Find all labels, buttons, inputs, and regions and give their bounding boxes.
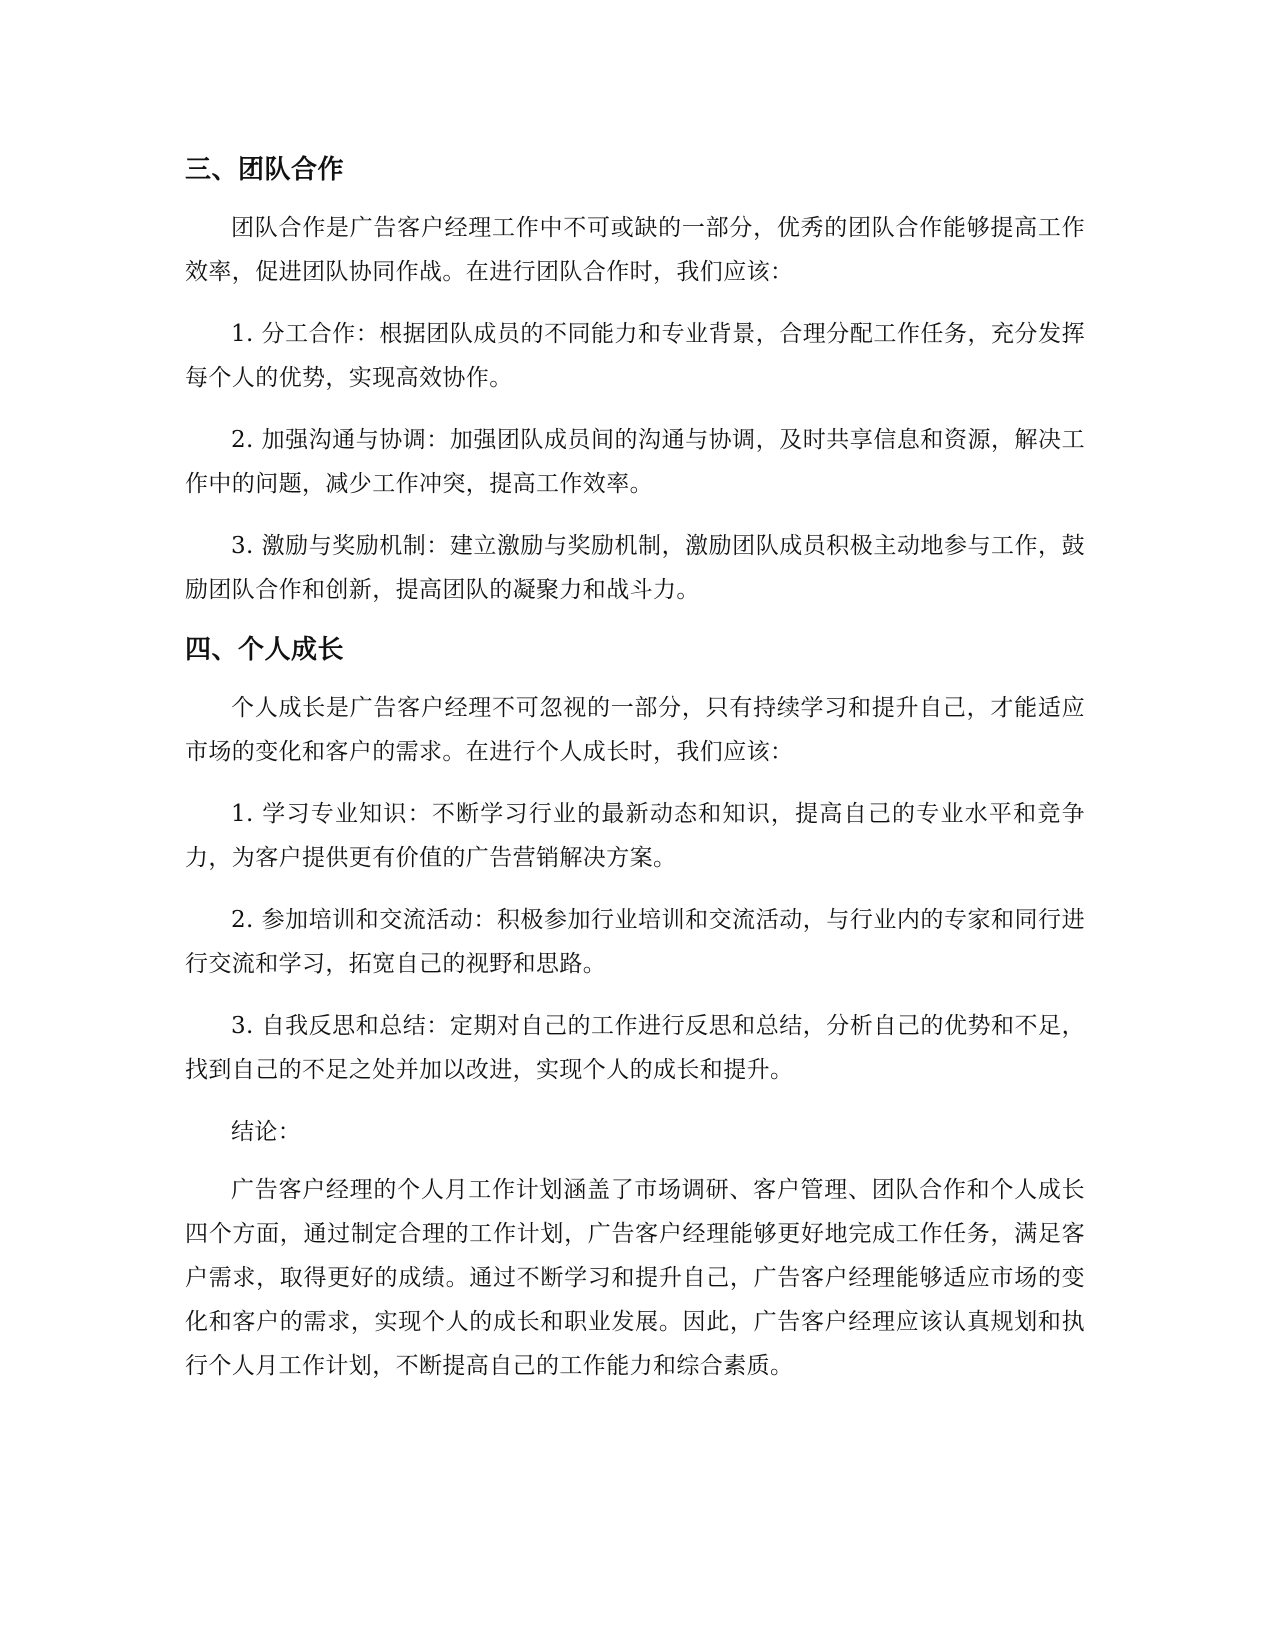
conclusion-section xyxy=(185,1110,1085,1388)
section-team-cooperation xyxy=(185,150,1085,612)
list-item: 3. 激励与奖励机制：建立激励与奖励机制，激励团队成员积极主动地参与工作，鼓励团队合作和创新，提高团队的凝聚力和战斗力。 xyxy=(185,533,1085,603)
conclusion-text: 广告客户经理的个人月工作计划涵盖了市场调研、客户管理、团队合作和个人成长四个方面，通过制定合理的工作计划，广告客户经理能够更好地完成工作任务，满足客户需求，取得更好的成绩。通过不断学习和提升自己，广告客户经理能够适应市场的变化和客户的需求，实现个人的成长和职业发展。因此，广告客户经理应该认真规划和执行个人月工作计划，不断提高自己的工作能力和综合素质。 xyxy=(185,1177,1085,1379)
section-heading: 三、团队合作 xyxy=(185,155,345,185)
document-page xyxy=(185,140,1085,1406)
list-item: 1. 学习专业知识：不断学习行业的最新动态和知识，提高自己的专业水平和竞争力，为客户提供更有价值的广告营销解决方案。 xyxy=(185,801,1085,871)
list-item: 2. 加强沟通与协调：加强团队成员间的沟通与协调，及时共享信息和资源，解决工作中的问题，减少工作冲突，提高工作效率。 xyxy=(185,427,1085,497)
section-personal-growth xyxy=(185,630,1085,1092)
list-item: 2. 参加培训和交流活动：积极参加行业培训和交流活动，与行业内的专家和同行进行交流和学习，拓宽自己的视野和思路。 xyxy=(185,907,1085,977)
conclusion-label: 结论： xyxy=(231,1119,302,1145)
section-intro: 个人成长是广告客户经理不可忽视的一部分，只有持续学习和提升自己，才能适应市场的变化和客户的需求。在进行个人成长时，我们应该： xyxy=(185,695,1085,765)
section-intro: 团队合作是广告客户经理工作中不可或缺的一部分，优秀的团队合作能够提高工作效率，促进团队协同作战。在进行团队合作时，我们应该： xyxy=(185,215,1085,285)
list-item: 3. 自我反思和总结：定期对自己的工作进行反思和总结，分析自己的优势和不足，找到自己的不足之处并加以改进，实现个人的成长和提升。 xyxy=(185,1013,1085,1083)
list-item: 1. 分工合作：根据团队成员的不同能力和专业背景，合理分配工作任务，充分发挥每个人的优势，实现高效协作。 xyxy=(185,321,1085,391)
section-heading: 四、个人成长 xyxy=(185,635,345,665)
